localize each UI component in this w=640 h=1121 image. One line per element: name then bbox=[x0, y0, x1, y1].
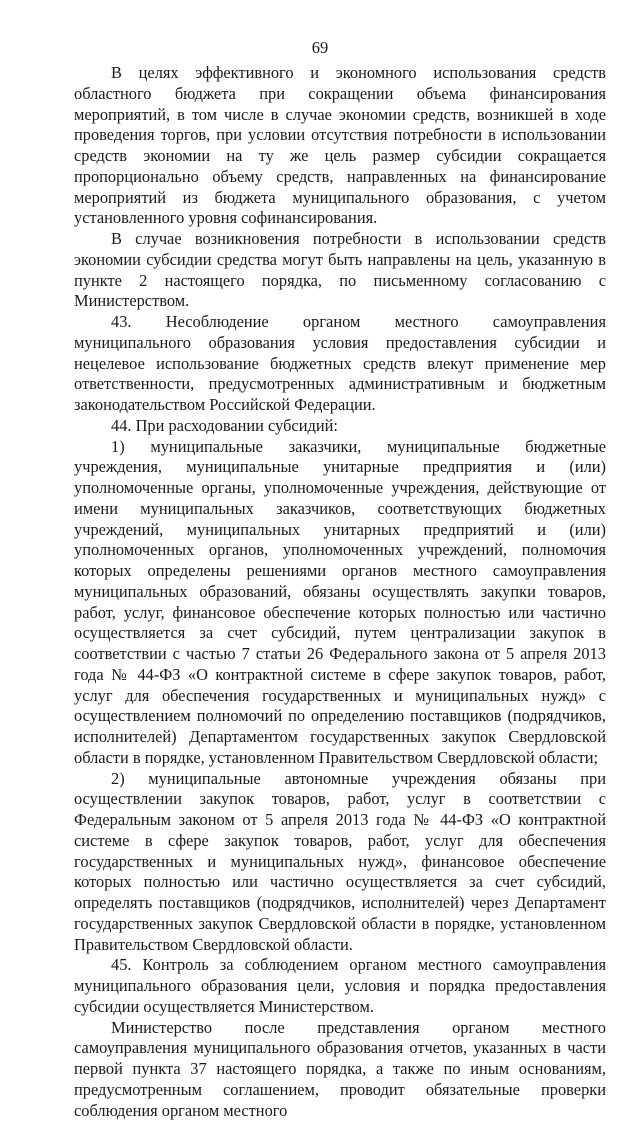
paragraph-budget-savings: В целях эффективного и экономного использования средств областного бюджета при сокращении объема финансирования мероприятий, в том числе в случае экономии средств, возникшей в ходе проведения торгов, при условии отсутствия потребности в использовании средств экономии на ту же цель размер субсидии сокращается пропорционально объему средств, направленных на финансирование мероприятий из бюджета муниципального образования, с учетом установленного уровня софинансирования. bbox=[74, 63, 606, 229]
paragraph-44-heading: 44. При расходовании субсидий: bbox=[74, 416, 606, 437]
page-number: 69 bbox=[0, 38, 640, 58]
document-body bbox=[74, 63, 606, 1121]
paragraph-44-item-1: 1) муниципальные заказчики, муниципальные бюджетные учреждения, муниципальные унитарные предприятия и (или) уполномоченные органы, уполномоченные учреждения, действующие от имени муниципальных заказчиков, соответствующих бюджетных учреждений, муниципальных унитарных предприятий и (или) уполномоченных органов, уполномоченных учреждений, полномочия которых определены решениями органов местного самоуправления муниципальных образований, обязаны осуществлять закупки товаров, работ, услуг, финансовое обеспечение которых полностью или частично осуществляется за счет субсидий, путем централизации закупок в соответствии с частью 7 статьи 26 Федерального закона от 5 апреля 2013 года № 44-ФЗ «О контрактной системе в сфере закупок товаров, работ, услуг для обеспечения государственных и муниципальных нужд» с осуществлением полномочий по определению поставщиков (подрядчиков, исполнителей) Департаментом государственных закупок Свердловской области в порядке, установленном Правительством Свердловской области; bbox=[74, 437, 606, 769]
paragraph-ministry-checks: Министерство после представления органом местного самоуправления муниципального образования отчетов, указанных в части первой пункта 37 настоящего порядка, а также по иным основаниям, предусмотренным соглашением, проводит обязательные проверки соблюдения органом местного bbox=[74, 1018, 606, 1121]
paragraph-45-control: 45. Контроль за соблюдением органом местного самоуправления муниципального образования цели, условия и порядка предоставления субсидии осуществляется Министерством. bbox=[74, 955, 606, 1017]
paragraph-savings-redirect: В случае возникновения потребности в использовании средств экономии субсидии средства могут быть направлены на цель, указанную в пункте 2 настоящего порядка, по письменному согласованию с Министерством. bbox=[74, 229, 606, 312]
paragraph-44-item-2: 2) муниципальные автономные учреждения обязаны при осуществлении закупок товаров, работ, услуг в соответствии с Федеральным законом от 5 апреля 2013 года № 44-ФЗ «О контрактной системе в сфере закупок товаров, работ, услуг для обеспечения государственных и муниципальных нужд», финансовое обеспечение которых полностью или частично осуществляется за счет субсидий, определять поставщиков (подрядчиков, исполнителей) через Департамент государственных закупок Свердловской области в порядке, установленном Правительством Свердловской области. bbox=[74, 769, 606, 956]
paragraph-43-noncompliance: 43. Несоблюдение органом местного самоуправления муниципального образования условия предоставления субсидии и нецелевое использование бюджетных средств влекут применение мер ответственности, предусмотренных административным и бюджетным законодательством Российской Федерации. bbox=[74, 312, 606, 416]
